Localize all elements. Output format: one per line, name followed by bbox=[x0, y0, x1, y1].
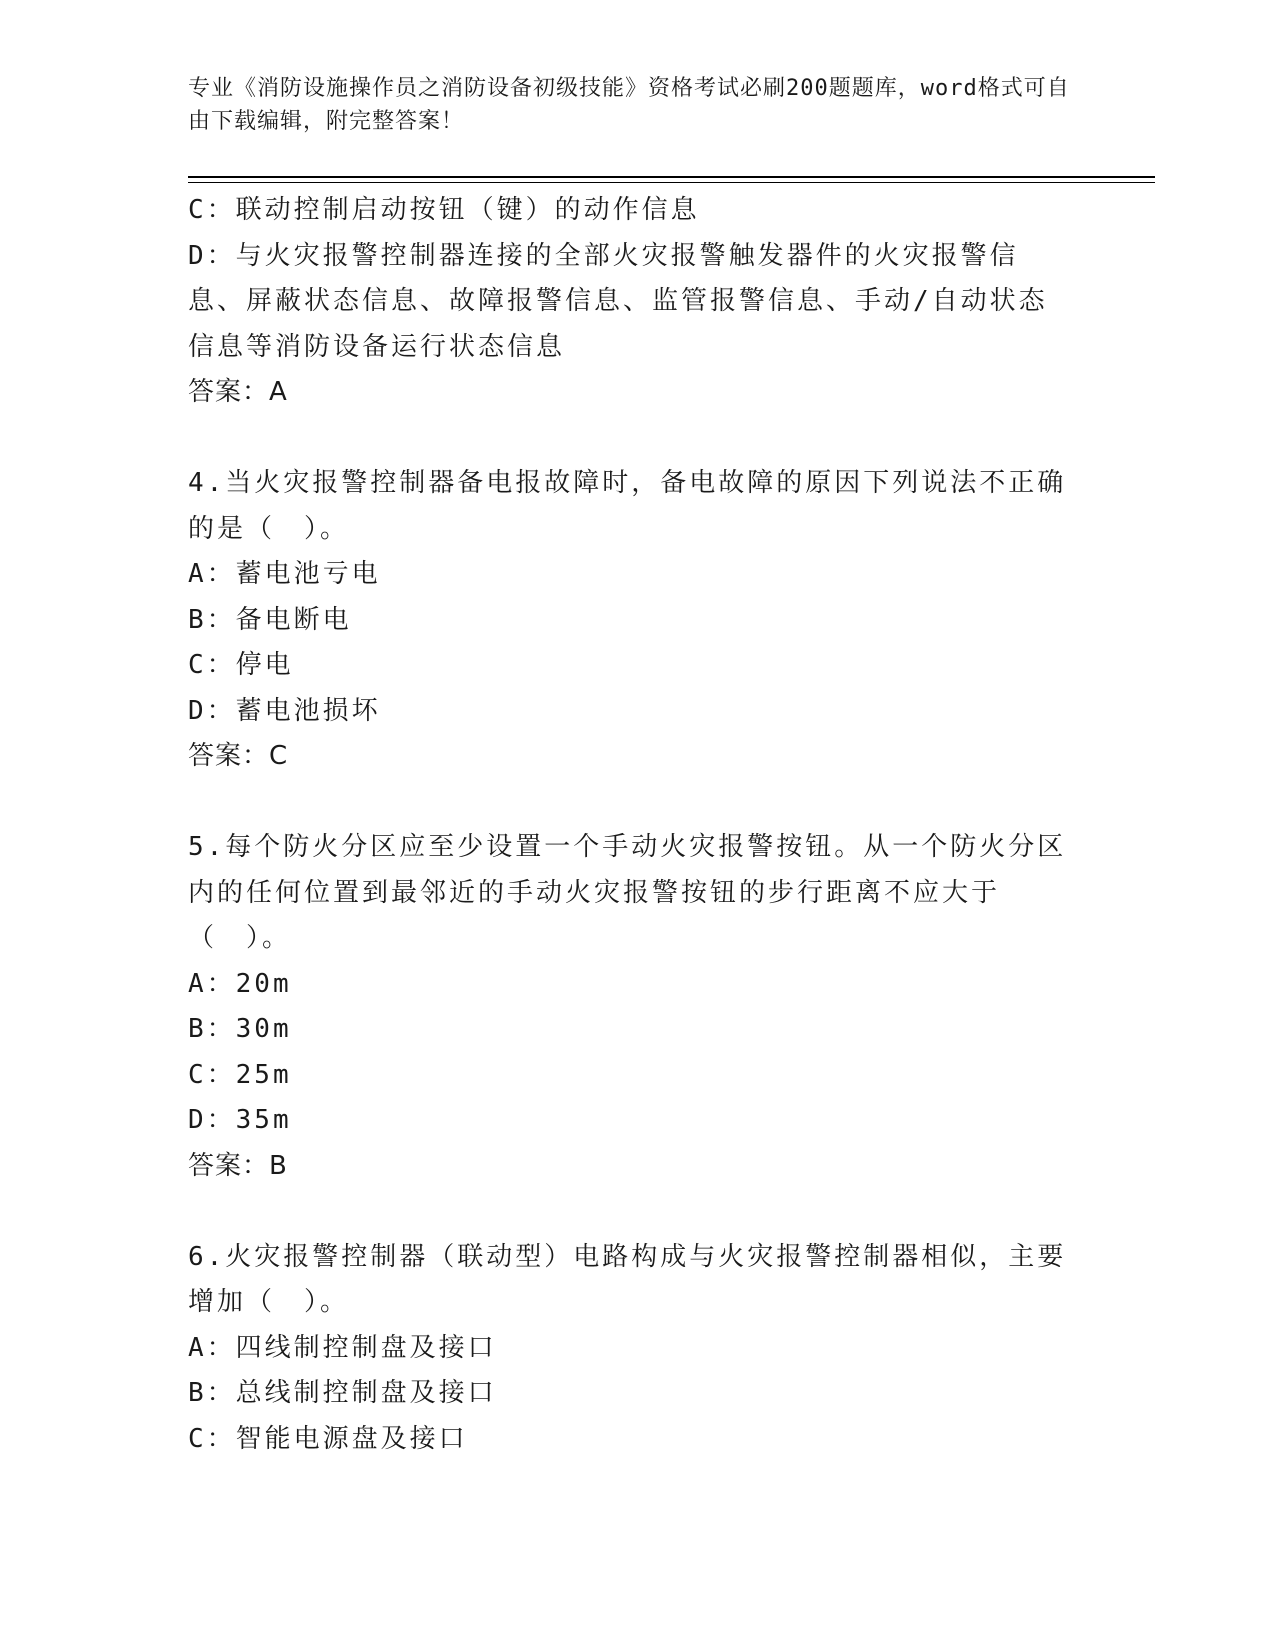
spacer bbox=[188, 1189, 1088, 1235]
option-c: C：25m bbox=[188, 1059, 292, 1090]
question-stem: 4.当火灾报警控制器备电报故障时，备电故障的原因下列说法不正确的是（ ）。 bbox=[188, 468, 1067, 544]
option-d: D：与火灾报警控制器连接的全部火灾报警触发器件的火灾报警信息、屏蔽状态信息、故障报警信息、监管报警信息、手动/自动状态信息等消防设备运行状态信息 bbox=[188, 240, 1048, 362]
header-text: 专业《消防设施操作员之消防设备初级技能》资格考试必刷200题题库，word格式可自由下载编辑，附完整答案！ bbox=[188, 76, 1070, 134]
spacer bbox=[188, 416, 1088, 462]
header-divider-thick bbox=[188, 176, 1155, 178]
option-c: C：智能电源盘及接口 bbox=[188, 1423, 468, 1454]
option-d: D：35m bbox=[188, 1105, 292, 1135]
option-c: C：停电 bbox=[188, 650, 294, 680]
option-b: B：备电断电 bbox=[188, 604, 352, 635]
question-content bbox=[188, 188, 1088, 1462]
question-stem: 5.每个防火分区应至少设置一个手动火灾报警按钮。从一个防火分区内的任何位置到最邻近的手动火灾报警按钮的步行距离不应大于（ ）。 bbox=[188, 832, 1067, 953]
answer-label: 答案：A bbox=[188, 377, 288, 407]
question-stem: 6.火灾报警控制器（联动型）电路构成与火灾报警控制器相似，主要增加（ ）。 bbox=[188, 1241, 1067, 1317]
option-a: A：蓄电池亏电 bbox=[188, 559, 381, 589]
option-c: C：联动控制启动按钮（键）的动作信息 bbox=[188, 195, 700, 225]
option-b: B：总线制控制盘及接口 bbox=[188, 1378, 497, 1408]
answer-label: 答案：B bbox=[188, 1150, 288, 1181]
option-b: B：30m bbox=[188, 1014, 292, 1044]
header-divider-thin bbox=[188, 182, 1155, 183]
option-a: A：20m bbox=[188, 968, 292, 999]
option-a: A：四线制控制盘及接口 bbox=[188, 1332, 497, 1363]
option-d: D：蓄电池损坏 bbox=[188, 695, 381, 726]
answer-label: 答案：C bbox=[188, 741, 289, 771]
spacer bbox=[188, 780, 1088, 826]
document-header bbox=[188, 72, 1088, 138]
